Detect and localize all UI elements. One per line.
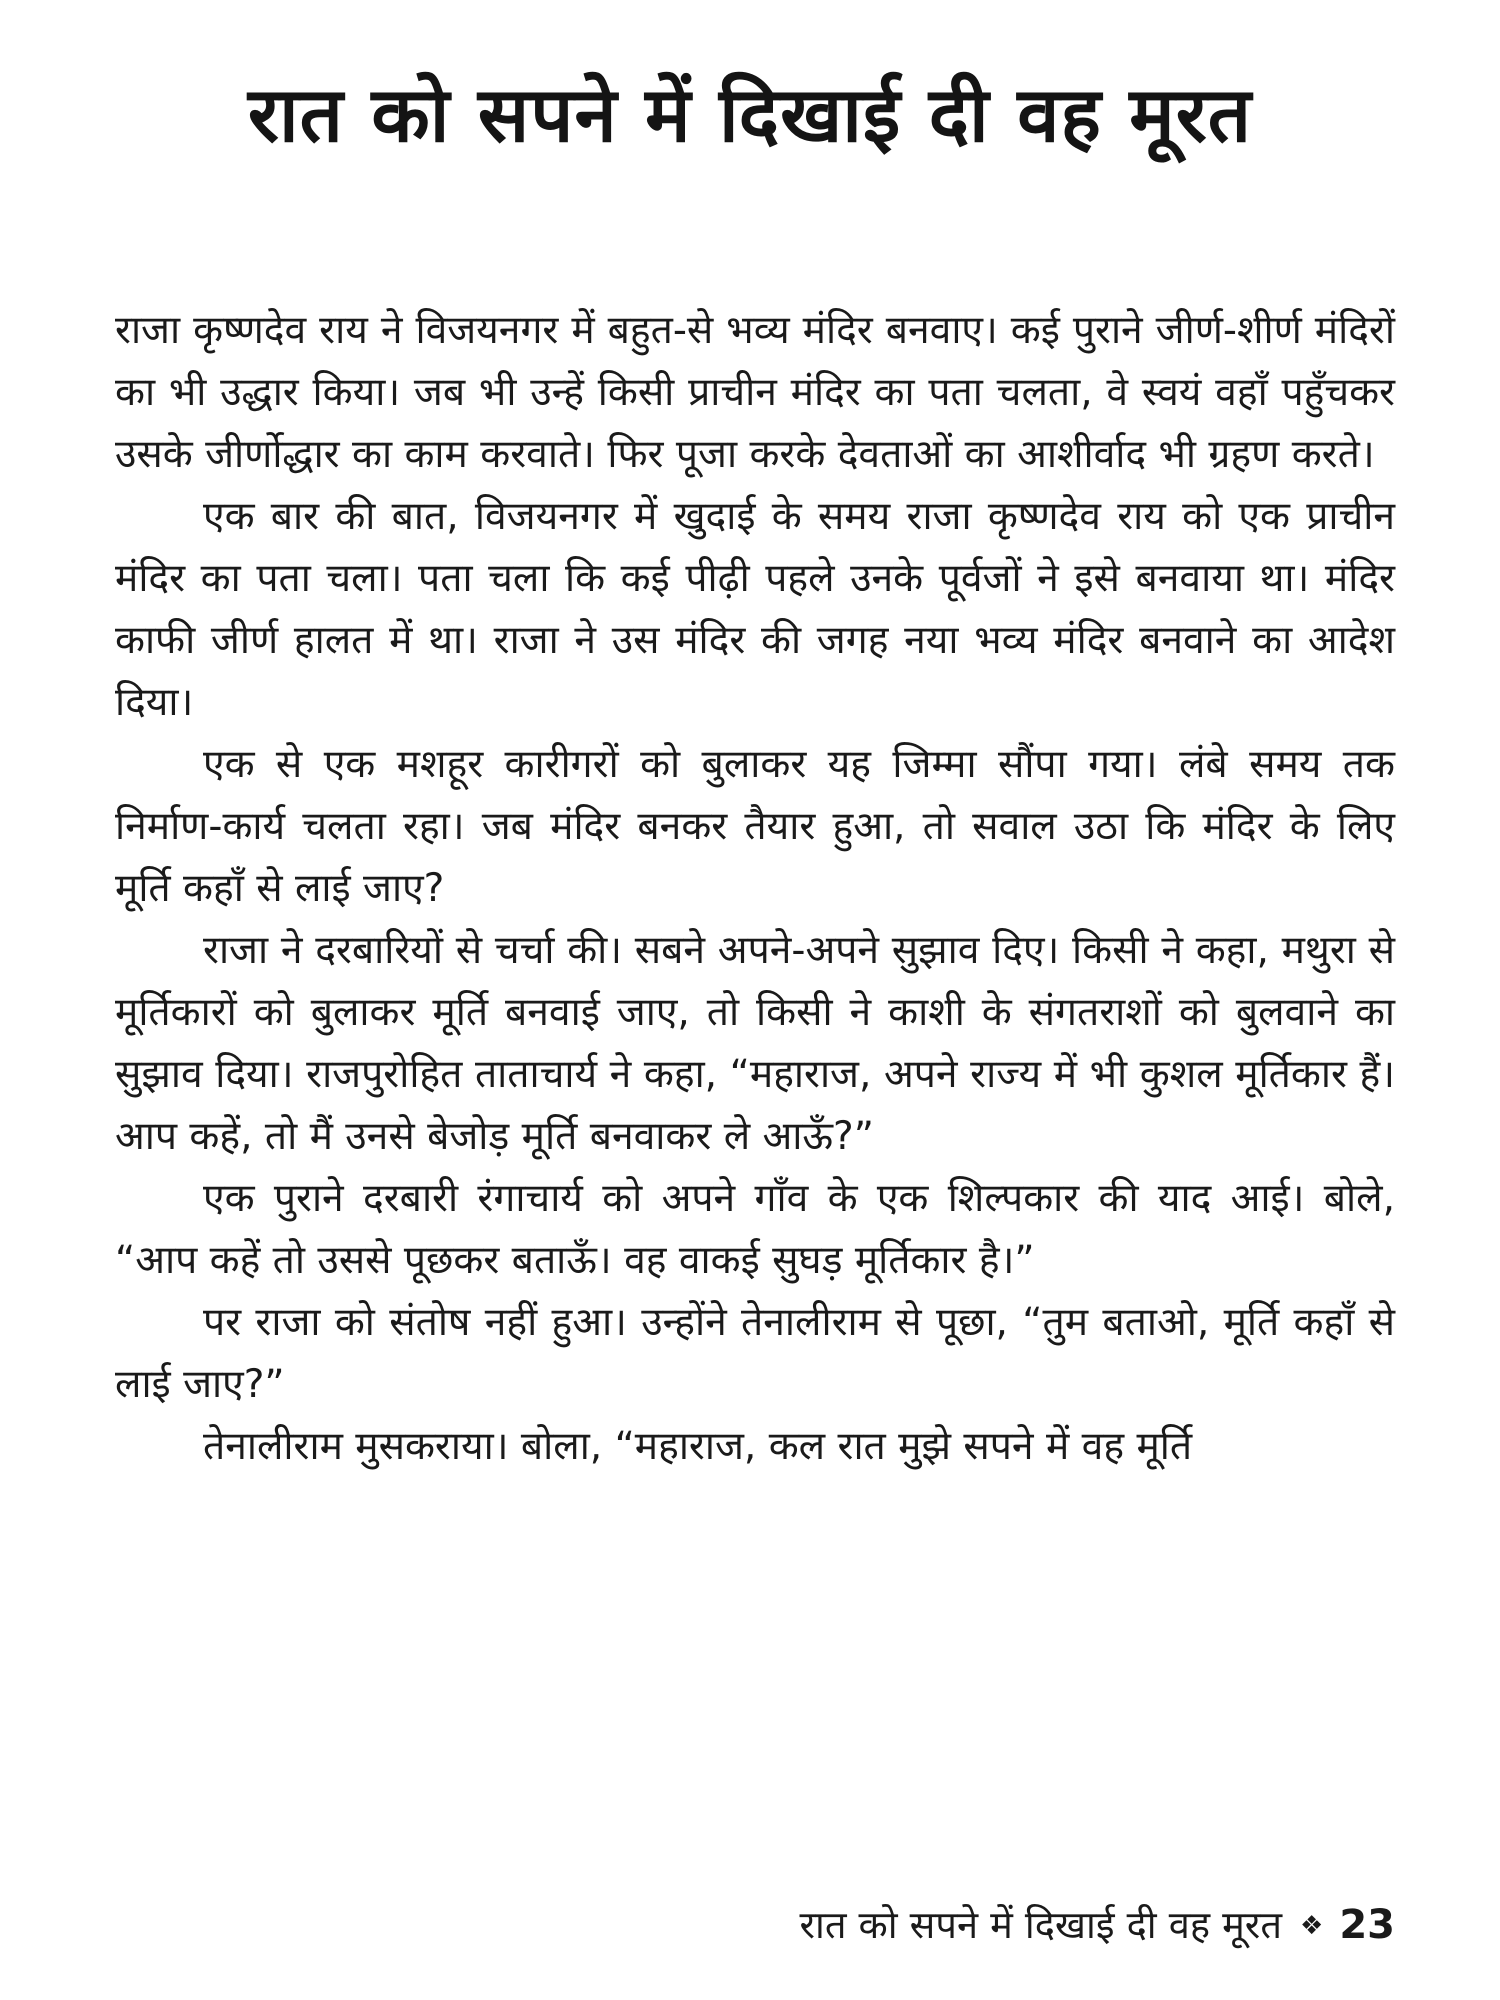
page-title: रात को सपने में दिखाई दी वह मूरत xyxy=(247,70,1253,159)
page-footer xyxy=(799,1895,1395,1956)
paragraph-5: एक पुराने दरबारी रंगाचार्य को अपने गाँव के एक शिल्पकार की याद आई। बोले, “आप कहें तो उससे पूछकर बताऊँ। वह वाकई सुघड़ मूर्तिकार है।” xyxy=(115,1176,1395,1283)
paragraph-3: एक से एक मशहूर कारीगरों को बुलाकर यह जिम्मा सौंपा गया। लंबे समय तक निर्माण-कार्य चलता रहा। जब मंदिर बनकर तैयार हुआ, तो सवाल उठा कि मंदिर के लिए मूर्ति कहाँ से लाई जाए? xyxy=(115,742,1395,911)
paragraph-6: पर राजा को संतोष नहीं हुआ। उन्होंने तेनालीराम से पूछा, “तुम बताओ, मूर्ति कहाँ से लाई जाए?” xyxy=(115,1300,1395,1407)
paragraph-7: तेनालीराम मुसकराया। बोला, “महाराज, कल रात मुझे सपने में वह मूर्ति xyxy=(203,1424,1193,1469)
paragraph-2: एक बार की बात, विजयनगर में खुदाई के समय राजा कृष्णदेव राय को एक प्राचीन मंदिर का पता चला। पता चला कि कई पीढ़ी पहले उनके पूर्वजों ने इसे बनवाया था। मंदिर काफी जीर्ण हालत में था। राजा ने उस मंदिर की जगह नया भव्य मंदिर बनवाने का आदेश दिया। xyxy=(115,494,1395,725)
body-text xyxy=(115,300,1395,1478)
diamond-ornament-icon: ❖ xyxy=(1300,1911,1324,1941)
paragraph-4: राजा ने दरबारियों से चर्चा की। सबने अपने-अपने सुझाव दिए। किसी ने कहा, मथुरा से मूर्तिकारों को बुलाकर मूर्ति बनवाई जाए, तो किसी ने काशी के संगतराशों को बुलवाने का सुझाव दिया। राजपुरोहित ताताचार्य ने कहा, “महाराज, अपने राज्य में भी कुशल मूर्तिकार हैं। आप कहें, तो मैं उनसे बेजोड़ मूर्ति बनवाकर ले आऊँ?” xyxy=(115,928,1395,1159)
paragraph-1: राजा कृष्णदेव राय ने विजयनगर में बहुत-से भव्य मंदिर बनवाए। कई पुराने जीर्ण-शीर्ण मंदिरों का भी उद्धार किया। जब भी उन्हें किसी प्राचीन मंदिर का पता चलता, वे स्वयं वहाँ पहुँचकर उसके जीर्णोद्धार का काम करवाते। फिर पूजा करके देवताओं का आशीर्वाद भी ग्रहण करते। xyxy=(115,308,1395,477)
running-title: रात को सपने में दिखाई दी वह मूरत xyxy=(799,1903,1283,1947)
page-number: 23 xyxy=(1339,1902,1395,1948)
